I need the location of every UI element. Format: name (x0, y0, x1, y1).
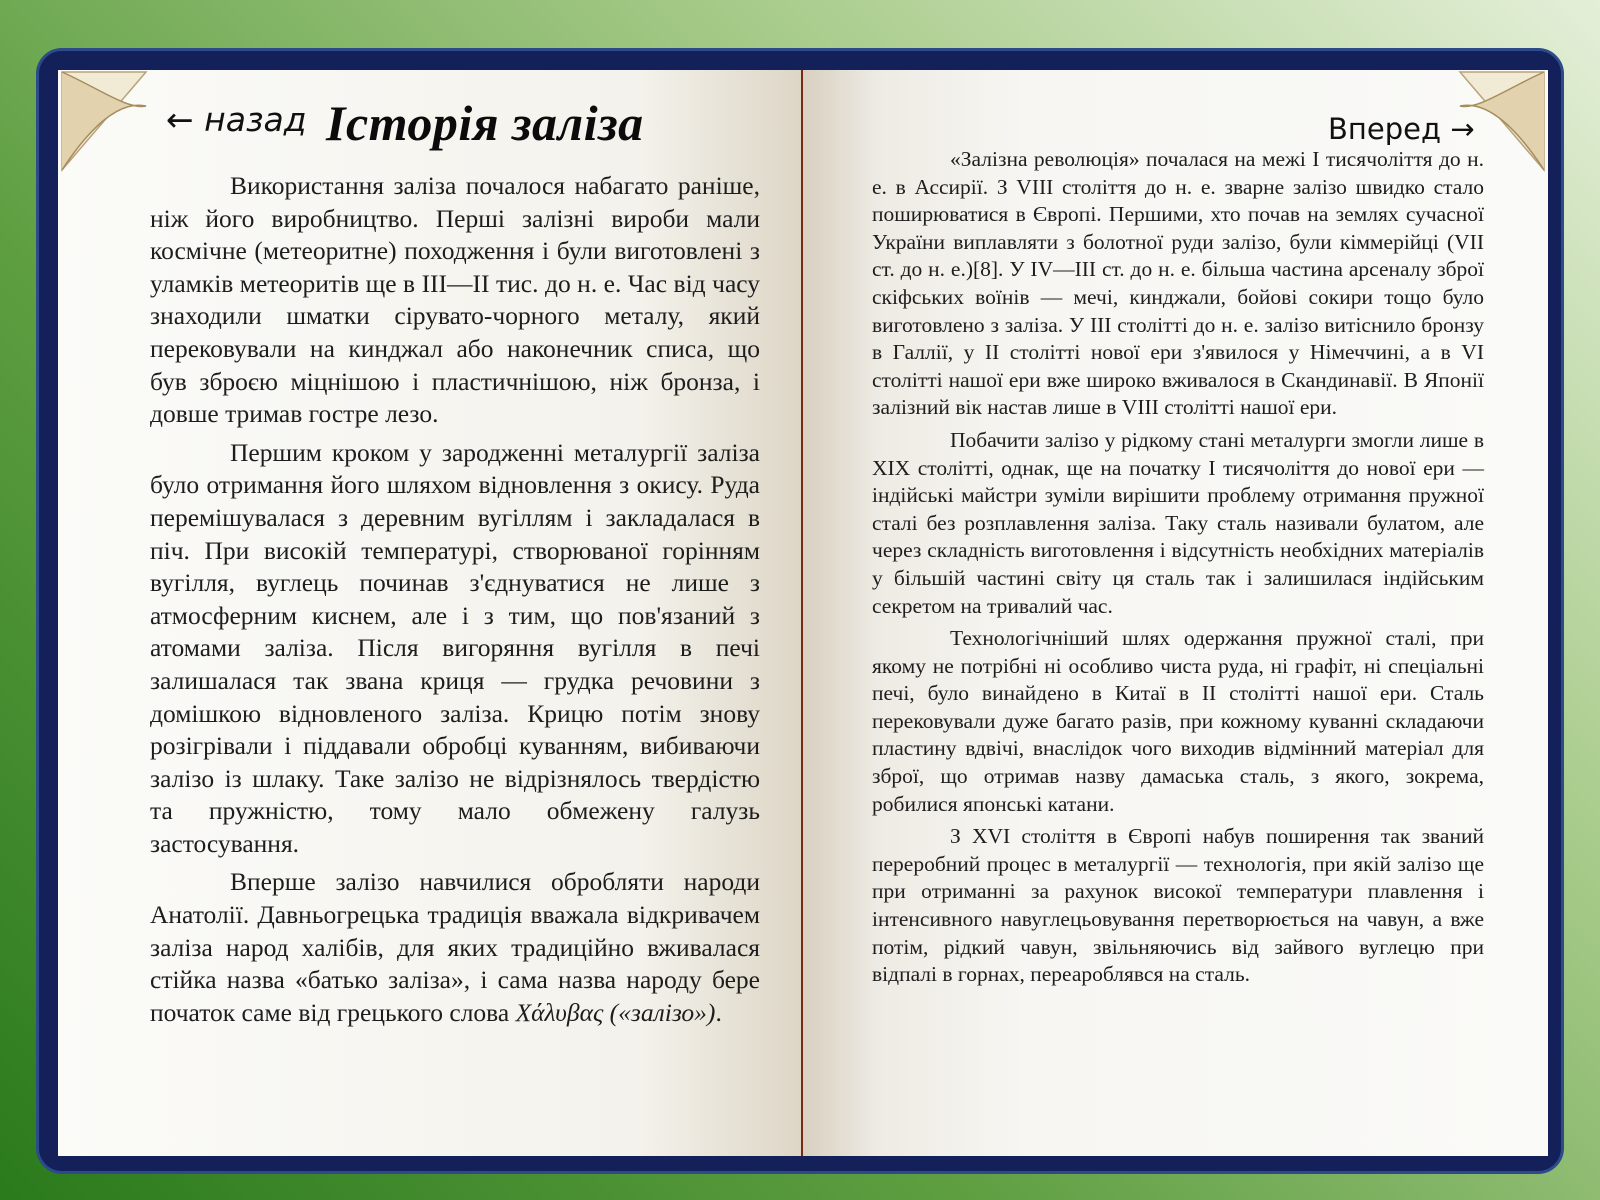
right-paragraph-1: «Залізна революція» почалася на межі I тисячоліття до н. е. в Ассирії. З VIII століття до н. е. зварне залізо швидко стало поширюватися в Європі. Першими, хто почав на землях сучасної України виплавляти з болотної руди залізо, були кіммерійці (VII ст. до н. е.)[8]. У IV—III ст. до н. е. більша частина арсеналу зброї скіфських воїнів — мечі, кинджали, бойові сокири тощо було виготовлено з заліза. У III столітті до н. е. залізо витіснило бронзу в Галлії, у II столітті нової ери з'явилося у Німеччині, а в VI столітті нашої ери вже широко вживалося в Скандинавії. В Японії залізний вік настав лише в VIII столітті нашої ери. (872, 147, 1484, 420)
book-spine (801, 70, 803, 1156)
book (58, 70, 1548, 1156)
page-curl-left-icon[interactable] (58, 70, 150, 174)
left-paragraph-2: Першим кроком у зародженні металургії заліза було отримання його шляхом відновлення з окису. Руда перемішувалася з деревним вугіллям і закладалася в піч. При високій температурі, створюваної горінням вугілля, вуглець починав з'єднуватися не лише з атмосферним киснем, але і з тим, що пов'язаний з атомами заліза. Після вигоряння вугілля в печі залишалася так звана криця — грудка речовини з домішкою відновленого заліза. Крицю потім знову розігрівали і піддавали обробці куванням, вибиваючи залізо із шлаку. Таке залізо не відрізнялось твердістю та пружністю, тому мало обмежену галузь застосування. (150, 437, 760, 858)
left-paragraph-3-text: Вперше залізо навчилися обробляти народи Анатолії. Давньогрецька традиція вважала відкривачем заліза народ халібів, для яких традиційно вживалася стійка назва «батько заліза», і сама назва народу бере початок саме від грецького слова (150, 867, 760, 1027)
right-paragraph-2: Побачити залізо у рідкому стані металурги змогли лише в XIX столітті, однак, ще на початку I тисячоліття до нової ери — індійські майстри зуміли вирішити проблему отримання пружної сталі без розплавлення заліза. Таку сталь називали булатом, але через складність виготовлення і відсутність необхідних матеріалів у більшій частині світу ця сталь так і залишилася індійським секретом на тривалий час. (872, 427, 1484, 618)
right-paragraph-3: Технологічніший шлях одержання пружної сталі, при якому не потрібні ні особливо чиста руда, ні графіт, ні спеціальні печі, було винайдено в Китаї в II столітті нашої ери. Сталь перековували дуже багато разів, при кожному куванні складаючи пластину вдвічі, внаслідок чого виходив відмінний матеріал для зброї, що отримав назву дамаська сталь, з якого, зокрема, робилися японські катани. (872, 626, 1484, 816)
back-link[interactable]: ← назад (166, 100, 307, 139)
right-text-column (872, 146, 1484, 994)
left-paragraph-3 (150, 866, 760, 1029)
left-paragraph-3-end: . (715, 997, 722, 1027)
left-text-column (150, 170, 760, 1035)
forward-link[interactable]: Вперед → (1328, 112, 1475, 146)
greek-word: Χάλυβας («залізо») (515, 997, 716, 1027)
left-paragraph-1: Використання заліза почалося набагато раніше, ніж його виробництво. Перші залізні вироби мали космічне (метеоритне) походження і були виготовлені з уламків метеоритів ще в III—II тис. до н. е. Час від часу знаходили шматки сірувато-чорного металу, який перековували на кинджал або наконечник списа, що був зброєю міцнішою і пластичнішою, ніж бронза, і довше тримав гостре лезо. (150, 171, 760, 429)
page-title: Історія заліза (326, 95, 644, 151)
right-paragraph-4: З XVI століття в Європі набув поширення так званий переробний процес в металургії — технологія, при якій залізо ще при отриманні за рахунок високої температури плавлення і інтенсивного навуглецьовування перетворюється на чавун, а вже потім, рідкий чавун, звільняючись від зайвого вуглецю при відпалі в горнах, переароблявся на сталь. (872, 824, 1484, 987)
